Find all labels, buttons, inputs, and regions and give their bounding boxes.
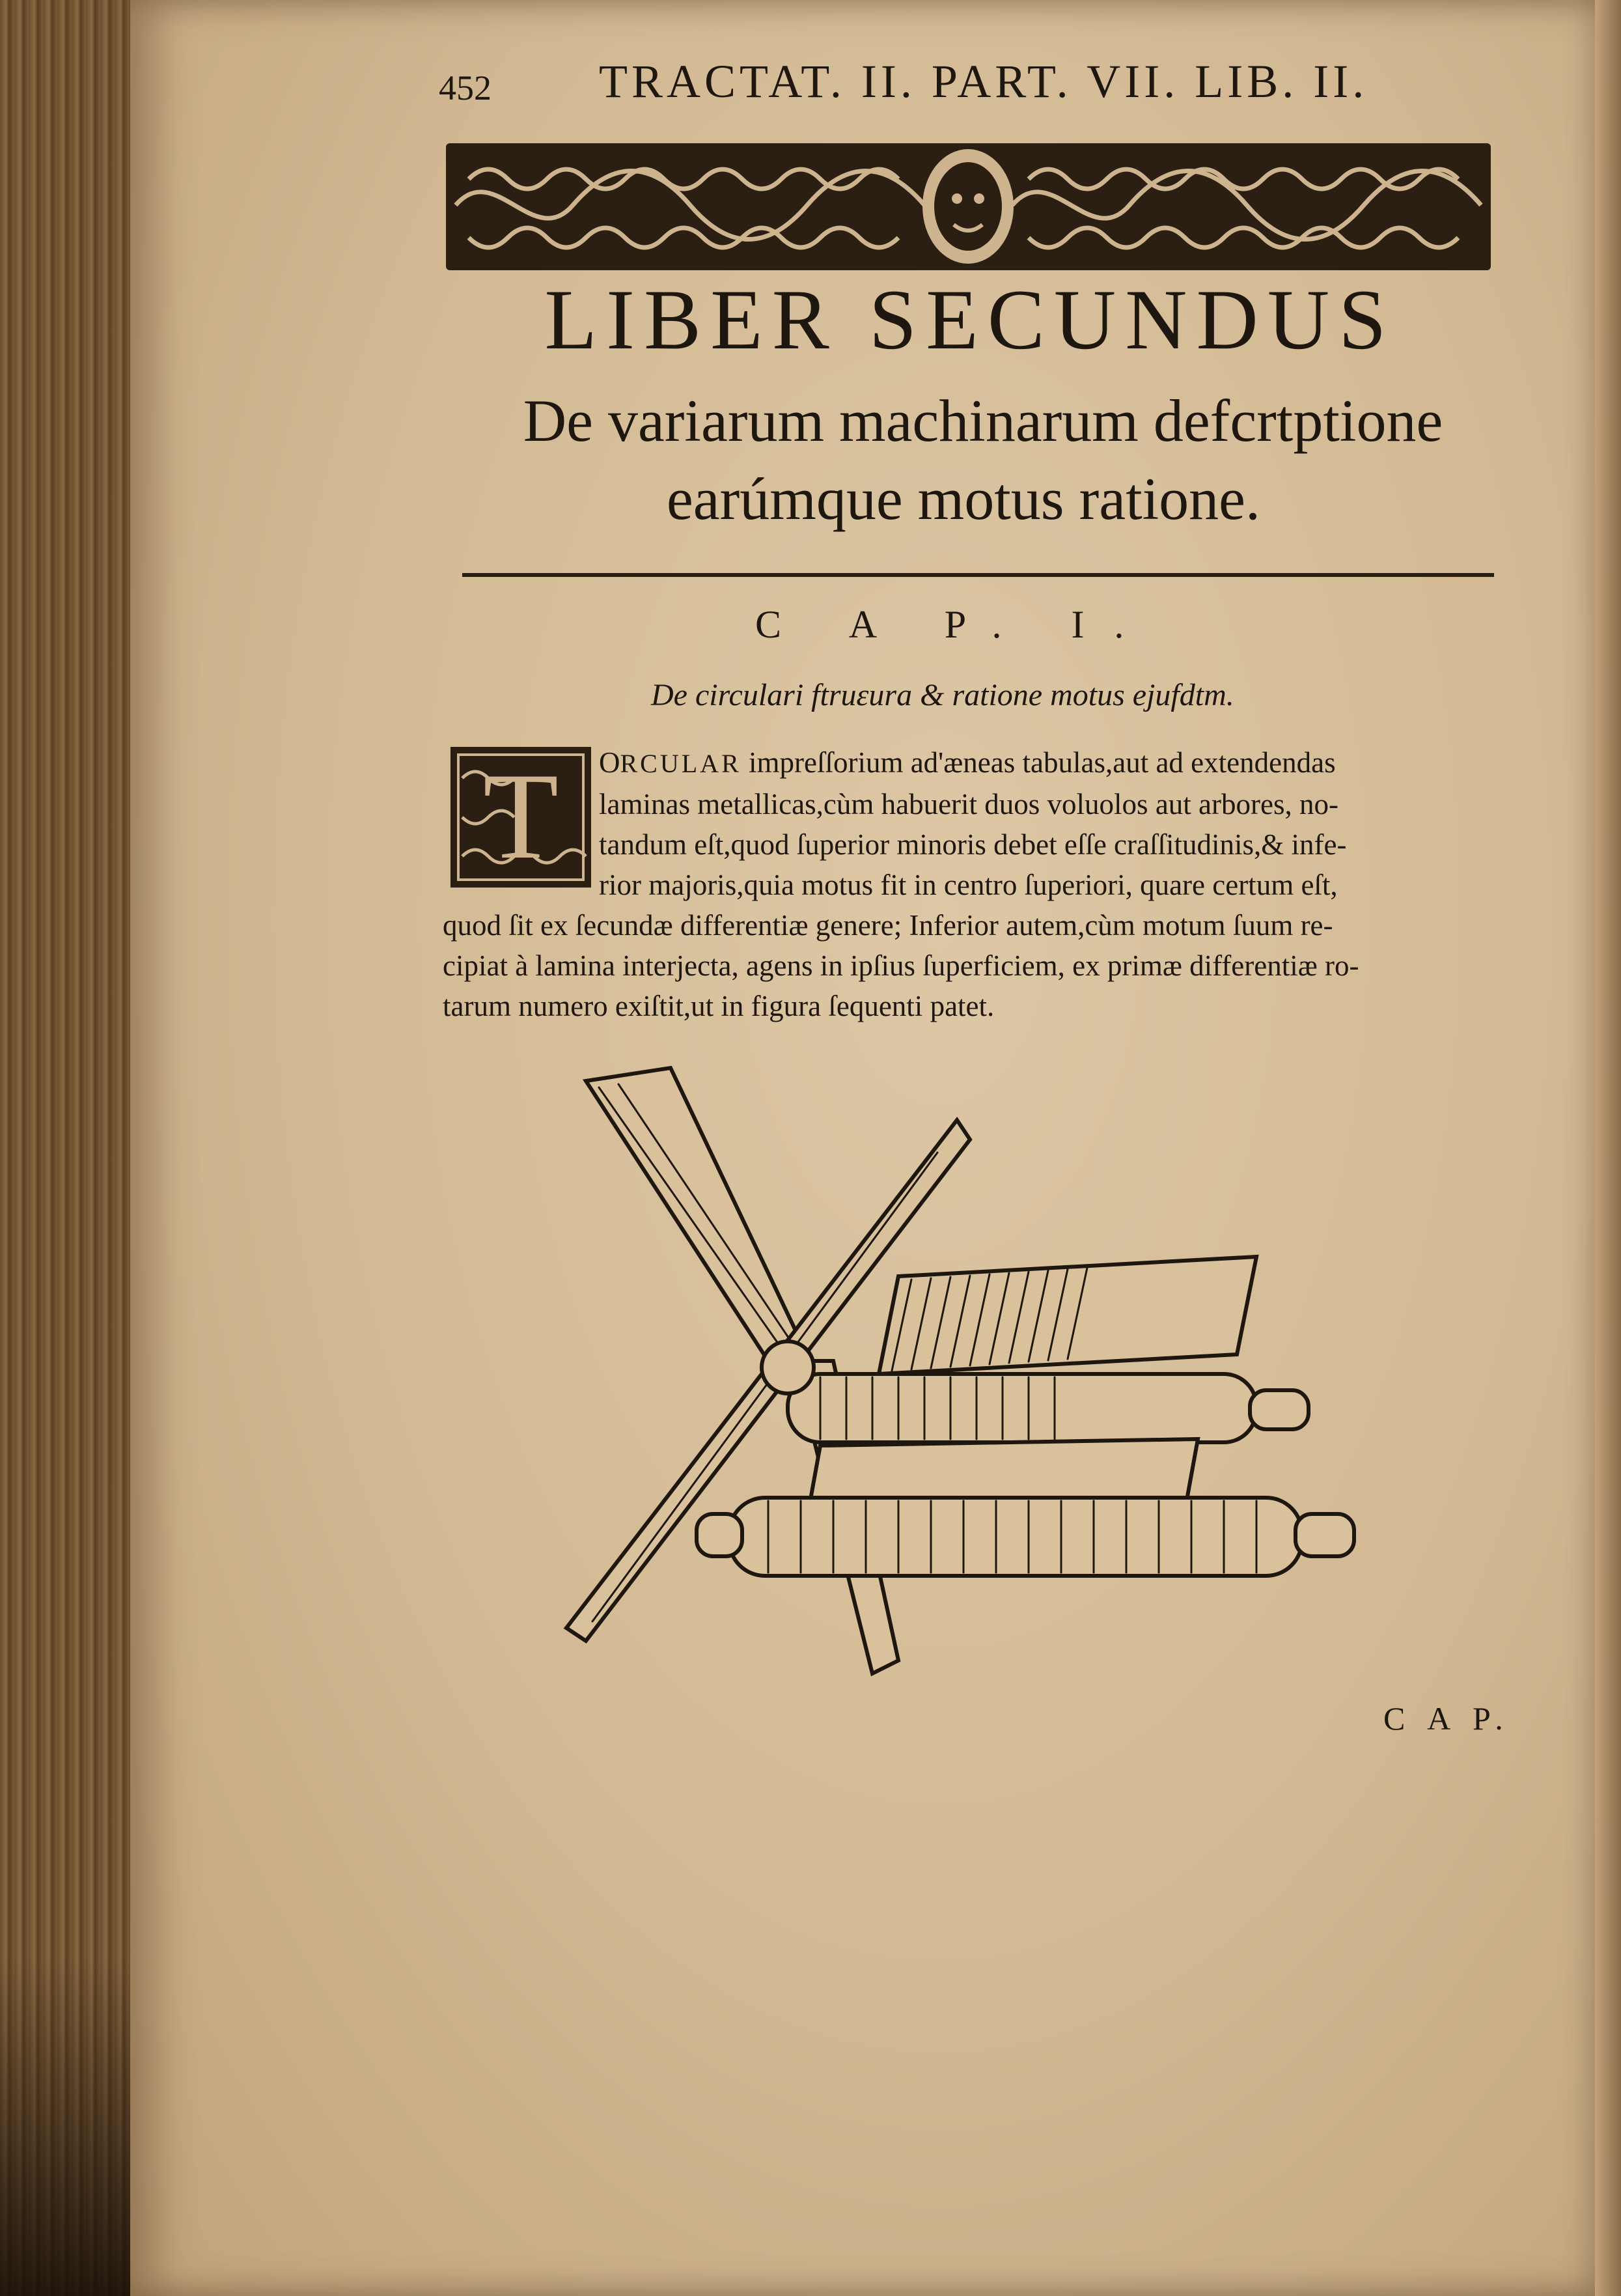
book-subtitle-line-1: De variarum machinarum defcrtptione bbox=[523, 387, 1443, 454]
chapter-subtitle: De circulari ftruɛura & ratione motus ejufdtm. bbox=[651, 678, 1234, 712]
body-line-3: tandum eſt,quod ſuperior minoris debet eſſe craſſitudinis,& infe- bbox=[599, 828, 1347, 861]
running-head: TRACTAT. II. PART. VII. LIB. II. bbox=[599, 55, 1368, 107]
press-handle-hub bbox=[762, 1341, 814, 1393]
dropcap-letter: T bbox=[482, 748, 559, 885]
page-number: 452 bbox=[439, 68, 492, 107]
body-line-2: laminas metallicas,cùm habuerit duos voluolos aut arbores, no- bbox=[599, 788, 1338, 820]
horizontal-rule bbox=[462, 573, 1494, 577]
body-line-5: quod ſit ex ſecundæ differentiæ genere; Inferior autem,cùm motum ſuum re- bbox=[443, 909, 1333, 942]
press-roller-upper bbox=[788, 1374, 1256, 1442]
ornamental-headpiece bbox=[443, 140, 1494, 273]
body-line-6: cipiat à lamina interjecta, agens in ipſius ſuperficiem, ex primæ differentiæ ro- bbox=[443, 949, 1359, 982]
body-line-1: ORCULAR impreſſorium ad'æneas tabulas,aut ad extendendas bbox=[599, 746, 1336, 779]
catchword: C A P. bbox=[1383, 1700, 1511, 1737]
chapter-heading: C A P. I. bbox=[755, 603, 1154, 646]
page-right-edge bbox=[1595, 0, 1621, 2296]
body-paragraph bbox=[443, 742, 1510, 1026]
book-title: LIBER SECUNDUS bbox=[544, 272, 1396, 367]
body-line-7: tarum numero exiſtit,ut in figura ſequenti patet. bbox=[443, 990, 995, 1022]
press-handle-1 bbox=[586, 1068, 801, 1361]
press-roller-lower bbox=[729, 1498, 1302, 1576]
book-subtitle-line-2: earúmque motus ratione. bbox=[666, 466, 1261, 532]
body-line-4: rior majoris,quia motus fit in centro ſuperiori, quare certum eſt, bbox=[599, 869, 1338, 901]
rolling-press-woodcut bbox=[508, 1055, 1432, 1713]
